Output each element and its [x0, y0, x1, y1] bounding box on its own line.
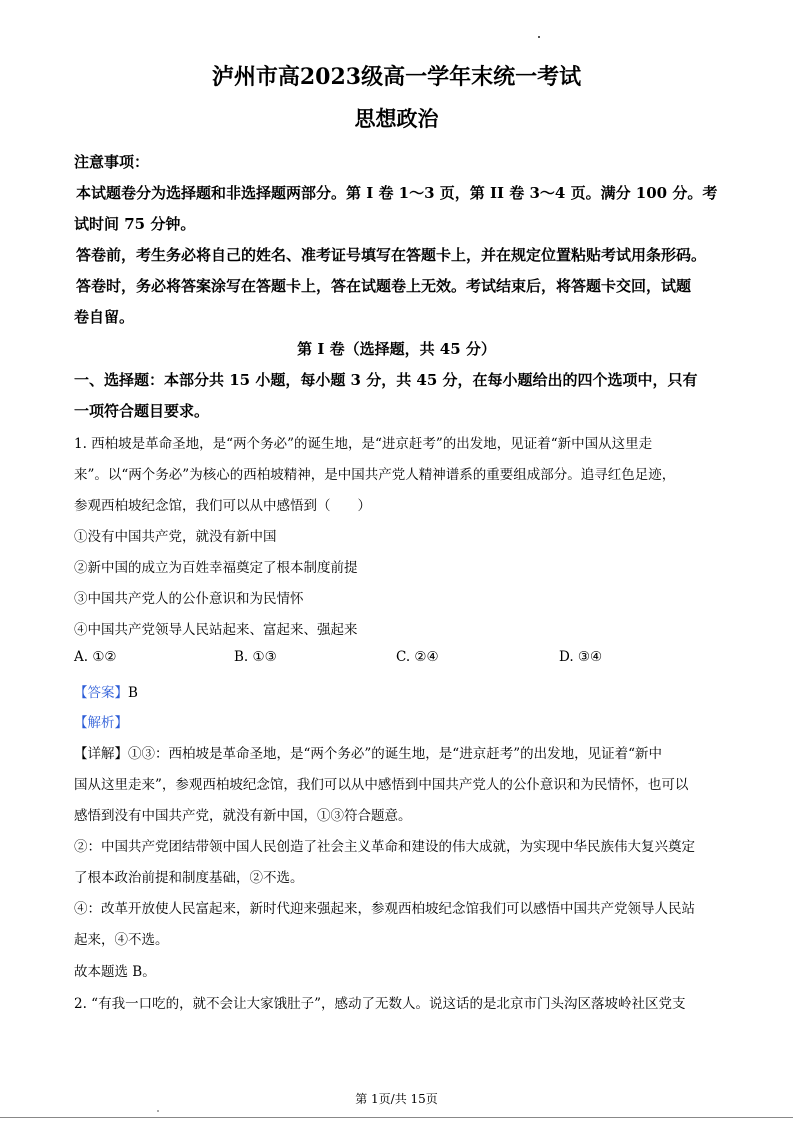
detail-text: ①③：西柏坡是革命圣地，是“两个务必”的诞生地，是“进京赶考”的出发地，见证着“新中 — [128, 746, 663, 762]
question1-statement: ④中国共产党领导人民站起来、富起来、强起来 — [74, 622, 358, 638]
answer-tag: 【答案】 — [74, 685, 128, 701]
detail-line: 了根本政治前提和制度基础，②不选。 — [74, 870, 304, 886]
page-footer: 第 1页/共 15页 — [355, 1092, 438, 1106]
analysis-tag: 【解析】 — [74, 715, 128, 731]
question1-statement: ②新中国的成立为百姓幸福奠定了根本制度前提 — [74, 560, 358, 576]
answer-value: B — [128, 685, 138, 701]
notice-line: 答卷时，务必将答案涂写在答题卡上，答在试题卷上无效。考试结束后，将答题卡交回，试题 — [76, 277, 692, 295]
detail-line: 起来，④不选。 — [74, 932, 169, 948]
notice-line: 本试题卷分为选择题和非选择题两部分。第 I 卷 1～3 页，第 II 卷 3～4 页。满分 100 分。考 — [76, 184, 718, 202]
option-b: B. ①③ — [234, 649, 277, 665]
option-d: D. ③④ — [559, 649, 603, 665]
option-a: A. ①② — [74, 649, 117, 665]
scan-mark — [157, 1110, 159, 1112]
notice-heading: 注意事项： — [74, 153, 150, 171]
section-title: 第 I 卷（选择题，共 45 分） — [297, 340, 496, 358]
section-instruction: 一、选择题：本部分共 15 小题，每小题 3 分，共 45 分，在每小题给出的四个选项中，只有 — [74, 371, 698, 389]
question2-stem: 2. “有我一口吃的，就不会让大家饿肚子”，感动了无数人。说这话的是北京市门头沟区落坡岭社区党支 — [74, 996, 686, 1012]
subject-title: 思想政治 — [354, 106, 439, 131]
question1-stem: 来”。以“两个务必”为核心的西柏坡精神，是中国共产党人精神谱系的重要组成部分。追寻红色足迹， — [74, 467, 676, 483]
option-c: C. ②④ — [396, 649, 439, 665]
detail-line: 国从这里走来”，参观西柏坡纪念馆，我们可以从中感悟到中国共产党人的公仆意识和为民情怀，也可以 — [74, 777, 689, 793]
question1-statement: ③中国共产党人的公仆意识和为民情怀 — [74, 591, 304, 607]
detail-tag: 【详解】 — [74, 746, 128, 762]
question1-stem: 1. 西柏坡是革命圣地，是“两个务必”的诞生地，是“进京赶考”的出发地，见证着“新中国从这里走 — [74, 436, 653, 452]
scan-dot — [538, 36, 540, 38]
exam-title: 泸州市高2023级高一学年末统一考试 — [211, 64, 582, 90]
question1-stem: 参观西柏坡纪念馆，我们可以从中感悟到（ ） — [74, 498, 371, 514]
question1-statement: ①没有中国共产党，就没有新中国 — [74, 529, 277, 545]
conclusion-line: 故本题选 B。 — [74, 964, 156, 980]
detail-line — [74, 742, 662, 762]
detail-line: ④：改革开放使人民富起来，新时代迎来强起来，参观西柏坡纪念馆我们可以感悟中国共产党领导人民站 — [74, 901, 695, 917]
notice-line: 卷自留。 — [74, 308, 135, 326]
detail-line: 感悟到没有中国共产党，就没有新中国，①③符合题意。 — [74, 808, 412, 824]
notice-line: 试时间 75 分钟。 — [74, 215, 196, 233]
bottom-rule — [0, 1117, 793, 1118]
notice-line: 答卷前，考生务必将自己的姓名、准考证号填写在答题卡上，并在规定位置粘贴考试用条形码。 — [76, 246, 707, 264]
answer-line — [74, 681, 138, 701]
detail-line: ②：中国共产党团结带领中国人民创造了社会主义革命和建设的伟大成就，为实现中华民族伟大复兴奠定 — [74, 839, 695, 855]
section-instruction: 一项符合题目要求。 — [74, 402, 210, 420]
